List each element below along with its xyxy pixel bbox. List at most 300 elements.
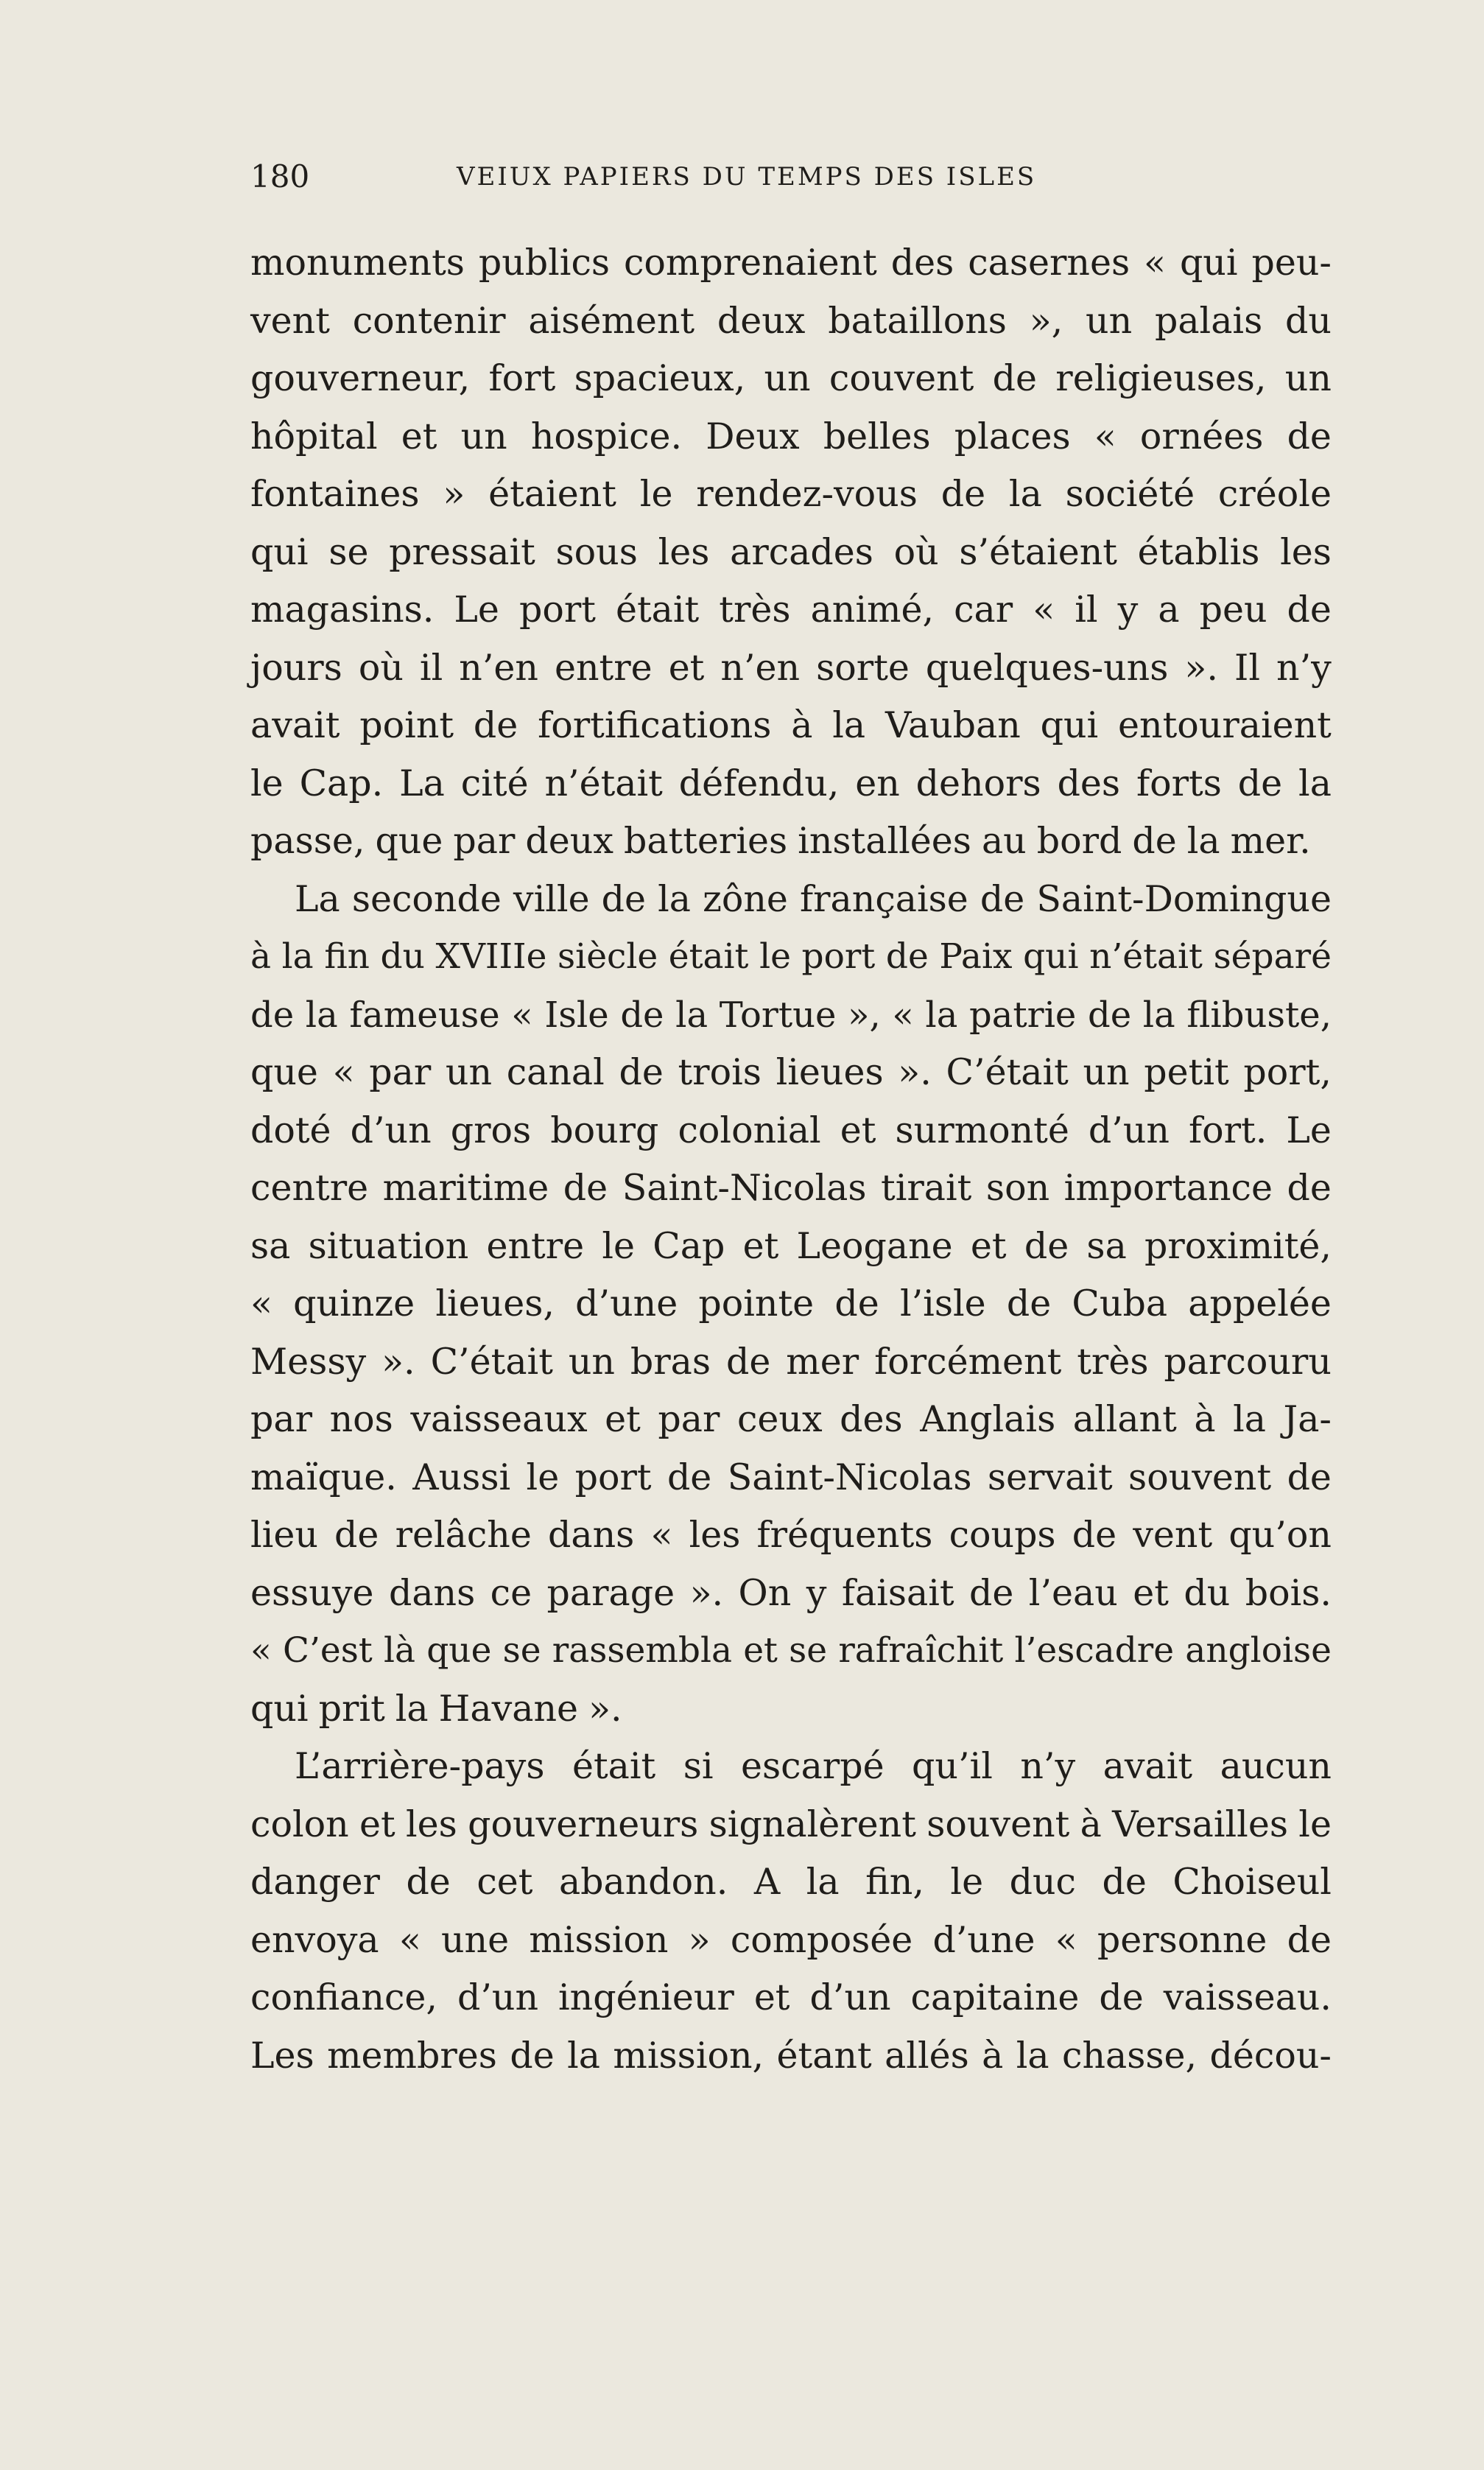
word: La bbox=[295, 877, 340, 920]
word: sa bbox=[1086, 1224, 1127, 1267]
word: A bbox=[753, 1861, 781, 1903]
word: de bbox=[968, 1571, 1014, 1614]
word: qui bbox=[1179, 242, 1238, 284]
word: de bbox=[510, 2034, 555, 2077]
word: le bbox=[759, 936, 791, 977]
word: ce bbox=[490, 1571, 532, 1614]
word: Versailles bbox=[1112, 1803, 1288, 1845]
word: de bbox=[601, 877, 647, 920]
word: y bbox=[1117, 589, 1139, 631]
word: a bbox=[1158, 589, 1180, 631]
word: chasse, bbox=[1062, 2034, 1198, 2077]
word: vaisseaux bbox=[410, 1398, 588, 1440]
word: la bbox=[1233, 1398, 1266, 1440]
word: Cap. bbox=[299, 762, 384, 804]
word: La bbox=[399, 762, 445, 804]
word: » bbox=[443, 473, 465, 515]
word: qui bbox=[250, 1687, 309, 1730]
word: situation bbox=[308, 1224, 469, 1267]
word: », bbox=[1029, 299, 1063, 342]
word: le bbox=[250, 762, 284, 804]
word: magasins. bbox=[250, 589, 435, 631]
word: sous bbox=[555, 530, 638, 573]
word: fortifications bbox=[538, 704, 772, 746]
word: allés bbox=[885, 2034, 969, 2077]
word: il bbox=[419, 646, 443, 689]
text-line bbox=[250, 871, 1332, 929]
word: de bbox=[473, 704, 518, 746]
word: les bbox=[1280, 530, 1332, 573]
word: fin, bbox=[865, 1861, 924, 1903]
word: mer. bbox=[1230, 820, 1311, 862]
word: surmonté bbox=[895, 1109, 1069, 1151]
word: colon bbox=[250, 1803, 349, 1845]
word: « bbox=[250, 1630, 272, 1671]
word: de bbox=[250, 994, 295, 1036]
word: canal bbox=[506, 1051, 605, 1093]
word: ». bbox=[381, 1340, 415, 1383]
word: point bbox=[359, 704, 454, 746]
word: par bbox=[658, 1398, 720, 1440]
word: un bbox=[1083, 1051, 1130, 1093]
word: de bbox=[334, 1514, 379, 1556]
word: ville bbox=[513, 877, 590, 920]
word: fort. bbox=[1189, 1109, 1267, 1151]
word: religieuses, bbox=[1055, 357, 1267, 399]
word: souvent bbox=[1128, 1456, 1272, 1498]
word: couvent bbox=[829, 357, 974, 399]
word: la bbox=[281, 936, 314, 977]
word: se bbox=[502, 1630, 541, 1671]
word: Saint-Nicolas bbox=[622, 1167, 867, 1209]
word: mission, bbox=[613, 2034, 764, 2077]
word: qui bbox=[1023, 936, 1079, 977]
word: société bbox=[1065, 473, 1195, 515]
word: à bbox=[791, 704, 813, 746]
word: fréquents bbox=[756, 1514, 933, 1556]
word: de bbox=[1102, 1861, 1147, 1903]
word: des bbox=[1057, 762, 1121, 804]
word: le bbox=[639, 473, 673, 515]
word: Messy bbox=[250, 1340, 367, 1383]
word: qui bbox=[1040, 704, 1099, 746]
word: publics bbox=[478, 242, 611, 284]
page-number: 180 bbox=[250, 158, 310, 194]
word: envoya bbox=[250, 1918, 379, 1961]
word: séparé bbox=[1213, 936, 1332, 977]
word: dans bbox=[388, 1571, 476, 1614]
word: les bbox=[405, 1803, 457, 1845]
word: « bbox=[332, 1051, 355, 1093]
word: d’un bbox=[350, 1109, 432, 1151]
word: mer bbox=[786, 1340, 859, 1383]
word: bord bbox=[1036, 820, 1122, 862]
word: d’un bbox=[809, 1976, 891, 2018]
word: qu’on bbox=[1228, 1514, 1332, 1556]
word: sa bbox=[250, 1224, 291, 1267]
text-line bbox=[250, 755, 1332, 813]
word: seconde bbox=[351, 877, 502, 920]
word: spacieux, bbox=[574, 357, 746, 399]
word: à bbox=[982, 2034, 1004, 2077]
word: par bbox=[250, 1398, 313, 1440]
word: un bbox=[460, 415, 507, 457]
text-line bbox=[250, 292, 1332, 351]
word: la bbox=[1016, 2034, 1049, 2077]
word: Saint-Domingue bbox=[1036, 877, 1332, 920]
word: centre bbox=[250, 1167, 369, 1209]
word: là bbox=[383, 1630, 415, 1671]
word: au bbox=[981, 820, 1027, 862]
word: « bbox=[398, 1918, 421, 1961]
word: duc bbox=[1009, 1861, 1076, 1903]
word: de bbox=[834, 1283, 879, 1325]
word: un bbox=[1086, 299, 1133, 342]
word: que bbox=[375, 820, 443, 862]
word: de bbox=[940, 473, 986, 515]
word: gouverneurs bbox=[468, 1803, 699, 1845]
text-line bbox=[250, 524, 1332, 582]
word: colonial bbox=[678, 1109, 821, 1151]
word: que bbox=[426, 1630, 492, 1671]
word: Le bbox=[1286, 1109, 1332, 1151]
word: des bbox=[840, 1398, 903, 1440]
word: et bbox=[970, 1224, 1007, 1267]
word: « bbox=[1055, 1918, 1077, 1961]
word: car bbox=[954, 589, 1013, 631]
word: de bbox=[406, 1861, 451, 1903]
word: qu’il bbox=[912, 1745, 993, 1787]
word: de bbox=[1287, 1167, 1332, 1209]
word: de bbox=[563, 1167, 608, 1209]
word: cité bbox=[460, 762, 529, 804]
word: patrie bbox=[968, 994, 1077, 1036]
word: Anglais bbox=[920, 1398, 1056, 1440]
word: hôpital bbox=[250, 415, 378, 457]
text-line bbox=[250, 1275, 1332, 1333]
word: siècle bbox=[558, 936, 658, 977]
word: à bbox=[250, 936, 272, 977]
word: de bbox=[1024, 1224, 1069, 1267]
text-line bbox=[250, 986, 1332, 1045]
word: belles bbox=[823, 415, 931, 457]
word: et bbox=[742, 1224, 779, 1267]
word: de bbox=[1006, 1283, 1052, 1325]
text-line bbox=[250, 234, 1332, 292]
word: appelée bbox=[1188, 1283, 1332, 1325]
word: « bbox=[1144, 242, 1167, 284]
word: de bbox=[1072, 1514, 1117, 1556]
word: entouraient bbox=[1118, 704, 1332, 746]
word: ». bbox=[898, 1051, 932, 1093]
word: « bbox=[1094, 415, 1116, 457]
word: un bbox=[764, 357, 811, 399]
word: Le bbox=[454, 589, 499, 631]
word: s’étaient bbox=[959, 530, 1117, 573]
word: faisait bbox=[841, 1571, 954, 1614]
word: créole bbox=[1217, 473, 1332, 515]
word: forts bbox=[1136, 762, 1222, 804]
word: Saint-Nicolas bbox=[727, 1456, 972, 1498]
body-text bbox=[250, 234, 1332, 2085]
word: de bbox=[620, 994, 664, 1036]
word: vaisseau. bbox=[1163, 1976, 1332, 2018]
word: entre bbox=[486, 1224, 585, 1267]
word: pointe bbox=[698, 1283, 815, 1325]
word: port bbox=[574, 1456, 652, 1498]
word: de bbox=[1287, 589, 1332, 631]
word: Paix bbox=[939, 936, 1013, 977]
text-line bbox=[250, 1044, 1332, 1102]
word: casernes bbox=[968, 242, 1130, 284]
word: Tortue bbox=[719, 994, 837, 1036]
word: L’arrière-pays bbox=[295, 1745, 545, 1787]
word: de bbox=[1099, 1976, 1144, 2018]
word: prit bbox=[318, 1687, 385, 1730]
word: qui bbox=[250, 530, 309, 573]
word: ». bbox=[588, 1687, 622, 1730]
word: une bbox=[441, 1918, 510, 1961]
word: de bbox=[1087, 994, 1132, 1036]
word: de bbox=[992, 357, 1037, 399]
word: la bbox=[658, 877, 691, 920]
word: du bbox=[1184, 1571, 1231, 1614]
word: « bbox=[511, 994, 533, 1036]
text-line bbox=[250, 1738, 1332, 1796]
word: port bbox=[801, 936, 876, 977]
word: palais bbox=[1154, 299, 1263, 342]
text-line bbox=[250, 639, 1332, 698]
text-line bbox=[250, 408, 1332, 466]
word: Cuba bbox=[1072, 1283, 1168, 1325]
word: peu bbox=[1199, 589, 1267, 631]
word: aisément bbox=[528, 299, 695, 342]
word: Les bbox=[250, 2034, 314, 2077]
word: avait bbox=[1103, 1745, 1193, 1787]
word: de bbox=[667, 1456, 712, 1498]
word: où bbox=[893, 530, 939, 573]
word: Cap bbox=[653, 1224, 725, 1267]
word: et bbox=[753, 1976, 790, 2018]
word: « bbox=[250, 1283, 272, 1325]
word: Leogane bbox=[796, 1224, 953, 1267]
word: entre bbox=[555, 646, 653, 689]
word: n’y bbox=[1276, 646, 1332, 689]
word: arcades bbox=[730, 530, 873, 573]
word: le bbox=[1298, 1803, 1332, 1845]
word: ornées bbox=[1139, 415, 1264, 457]
text-line bbox=[250, 1912, 1332, 1970]
word: et bbox=[401, 415, 437, 457]
word: de bbox=[725, 1340, 771, 1383]
word: et bbox=[743, 1630, 778, 1671]
word: du bbox=[380, 936, 425, 977]
word: par bbox=[369, 1051, 432, 1093]
word: « bbox=[650, 1514, 673, 1556]
word: se bbox=[328, 530, 369, 573]
word: gros bbox=[450, 1109, 532, 1151]
word: comprenaient bbox=[623, 242, 877, 284]
word: de bbox=[885, 936, 929, 977]
text-line bbox=[250, 466, 1332, 524]
word: d’un bbox=[1088, 1109, 1170, 1151]
word: batteries bbox=[623, 820, 788, 862]
text-line bbox=[250, 1680, 1332, 1739]
word: décou- bbox=[1209, 2034, 1332, 2077]
word: étaient bbox=[488, 473, 616, 515]
page-header bbox=[250, 155, 1332, 199]
word: tirait bbox=[881, 1167, 972, 1209]
word: allant bbox=[1072, 1398, 1177, 1440]
word: de bbox=[980, 877, 1025, 920]
word: la bbox=[1298, 762, 1332, 804]
word: et bbox=[359, 1803, 395, 1845]
word: ». bbox=[1184, 646, 1218, 689]
word: lieues, bbox=[435, 1283, 555, 1325]
word: dehors bbox=[915, 762, 1041, 804]
word: à bbox=[1080, 1803, 1102, 1845]
word: l’escadre bbox=[1014, 1630, 1175, 1671]
word: deux bbox=[525, 820, 613, 862]
word: servait bbox=[987, 1456, 1113, 1498]
word: n’était bbox=[544, 762, 663, 804]
word: il bbox=[1075, 589, 1098, 631]
word: signalèrent bbox=[708, 1803, 916, 1845]
text-line bbox=[250, 1506, 1332, 1565]
text-line bbox=[250, 697, 1332, 755]
word: les bbox=[658, 530, 710, 573]
word: du bbox=[1285, 299, 1332, 342]
word: de bbox=[619, 1051, 664, 1093]
word: Aussi bbox=[412, 1456, 511, 1498]
text-line bbox=[250, 1565, 1332, 1623]
word: quinze bbox=[293, 1283, 415, 1325]
word: On bbox=[738, 1571, 792, 1614]
word: l’eau bbox=[1028, 1571, 1118, 1614]
text-line bbox=[250, 1449, 1332, 1507]
word: passe, bbox=[250, 820, 365, 862]
word: gouverneur, bbox=[250, 357, 471, 399]
text-line bbox=[250, 1969, 1332, 2027]
word: de bbox=[1237, 762, 1283, 804]
word: et bbox=[840, 1109, 876, 1151]
word: port, bbox=[1243, 1051, 1332, 1093]
word: établis bbox=[1137, 530, 1260, 573]
word: d’un bbox=[457, 1976, 539, 2018]
word: jours bbox=[250, 646, 342, 689]
word: si bbox=[683, 1745, 714, 1787]
word: de bbox=[1132, 820, 1177, 862]
word: la bbox=[1142, 994, 1175, 1036]
word: la bbox=[675, 994, 708, 1036]
word: d’une bbox=[575, 1283, 678, 1325]
word: était bbox=[668, 936, 749, 977]
word: ingénieur bbox=[558, 1976, 734, 2018]
word: Isle bbox=[544, 994, 609, 1036]
word: de bbox=[1287, 1918, 1332, 1961]
word: à bbox=[1194, 1398, 1216, 1440]
word: C’était bbox=[946, 1051, 1069, 1093]
word: y bbox=[806, 1571, 827, 1614]
word: angloise bbox=[1185, 1630, 1332, 1671]
word: dans bbox=[548, 1514, 635, 1556]
word: était bbox=[615, 589, 700, 631]
word: la bbox=[395, 1687, 429, 1730]
word: et bbox=[668, 646, 705, 689]
word: ceux bbox=[736, 1398, 823, 1440]
word: zône bbox=[703, 877, 788, 920]
word: danger bbox=[250, 1861, 380, 1903]
word: et bbox=[605, 1398, 641, 1440]
word: trois bbox=[678, 1051, 762, 1093]
word: bois. bbox=[1245, 1571, 1332, 1614]
word: la bbox=[305, 994, 338, 1036]
word: que bbox=[250, 1051, 318, 1093]
word: était bbox=[572, 1745, 656, 1787]
text-line bbox=[250, 350, 1332, 408]
word: mission bbox=[529, 1918, 669, 1961]
word: » bbox=[688, 1918, 711, 1961]
word: proximité, bbox=[1144, 1224, 1332, 1267]
word: lieues bbox=[776, 1051, 884, 1093]
word: la bbox=[832, 704, 866, 746]
word: de bbox=[1287, 1456, 1332, 1498]
word: et bbox=[1133, 1571, 1169, 1614]
word: forcément bbox=[874, 1340, 1062, 1383]
word: en bbox=[855, 762, 900, 804]
word: animé, bbox=[810, 589, 935, 631]
word: confiance, bbox=[250, 1976, 437, 2018]
text-line bbox=[250, 1333, 1332, 1392]
word: pressait bbox=[389, 530, 535, 573]
word: quelques-uns bbox=[925, 646, 1169, 689]
word: Ja- bbox=[1283, 1398, 1332, 1440]
word: », bbox=[848, 994, 881, 1036]
word: C’était bbox=[430, 1340, 553, 1383]
word: peu- bbox=[1251, 242, 1332, 284]
word: Vauban bbox=[885, 704, 1021, 746]
word: un bbox=[445, 1051, 493, 1093]
word: hospice. bbox=[530, 415, 683, 457]
word: aucun bbox=[1220, 1745, 1332, 1787]
word: capitaine bbox=[910, 1976, 1080, 2018]
word: essuye bbox=[250, 1571, 374, 1614]
word: bras bbox=[630, 1340, 711, 1383]
word: fontaines bbox=[250, 473, 420, 515]
word: le bbox=[526, 1456, 560, 1498]
word: Deux bbox=[706, 415, 800, 457]
text-line bbox=[250, 1622, 1332, 1680]
word: fameuse bbox=[349, 994, 500, 1036]
text-line bbox=[250, 928, 1332, 986]
word: sorte bbox=[816, 646, 910, 689]
word: étant bbox=[776, 2034, 872, 2077]
word: vent bbox=[1133, 1514, 1213, 1556]
word: la bbox=[806, 1861, 840, 1903]
word: le bbox=[950, 1861, 984, 1903]
word: composée bbox=[730, 1918, 913, 1961]
word: un bbox=[1284, 357, 1332, 399]
word: la bbox=[1008, 473, 1042, 515]
word: défendu, bbox=[678, 762, 840, 804]
word: d’une bbox=[932, 1918, 1035, 1961]
word: places bbox=[954, 415, 1071, 457]
word: n’était bbox=[1089, 936, 1203, 977]
word: un bbox=[568, 1340, 615, 1383]
word: très bbox=[1077, 1340, 1149, 1383]
word: les bbox=[689, 1514, 741, 1556]
word: Il bbox=[1234, 646, 1261, 689]
